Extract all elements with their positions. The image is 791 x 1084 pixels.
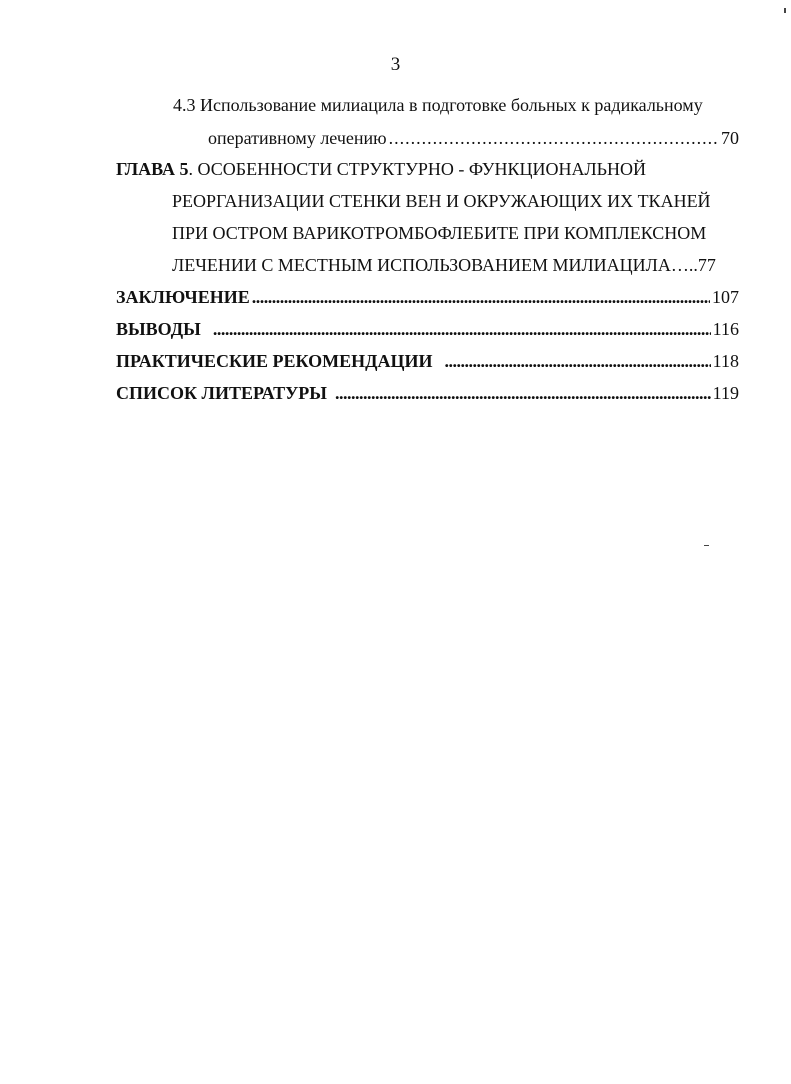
toc-section-4-3-line2-row[interactable] [208, 123, 739, 153]
toc-chapter-5-line1-rest: . ОСОБЕННОСТИ СТРУКТУРНО - ФУНКЦИОНАЛЬНОЙ [188, 159, 646, 179]
page-number: 3 [390, 54, 401, 75]
toc-chapter-5-line2: РЕОРГАНИЗАЦИИ СТЕНКИ ВЕН И ОКРУЖАЮЩИХ ИХ ТКАНЕЙ [172, 191, 711, 211]
dot-leader [445, 346, 711, 376]
toc-section-4-3-line2: оперативному лечению [208, 128, 387, 148]
toc-entry-conclusions[interactable] [116, 314, 739, 344]
scan-speck [704, 545, 709, 546]
dot-leader [335, 378, 711, 408]
toc-chapter-5-line3: ПРИ ОСТРОМ ВАРИКОТРОМБОФЛЕБИТЕ ПРИ КОМПЛЕКСНОМ [172, 223, 707, 243]
toc-entry-page: 107 [712, 287, 739, 307]
toc-chapter-5-prefix: ГЛАВА 5 [116, 159, 189, 179]
toc-entry-title: ПРАКТИЧЕСКИЕ РЕКОМЕНДАЦИИ [116, 351, 433, 371]
dot-leader [252, 282, 710, 312]
toc-entry-recommendations[interactable] [116, 346, 739, 376]
toc-entry-page: 116 [712, 319, 739, 339]
toc-entry-title: ЗАКЛЮЧЕНИЕ [116, 287, 250, 307]
toc-entry-references[interactable] [116, 378, 739, 408]
toc-section-4-3-line1: 4.3 Использование милиацила в подготовке больных к радикальному [173, 95, 703, 115]
scan-speck [784, 8, 786, 13]
toc-chapter-5-line4: ЛЕЧЕНИИ С МЕСТНЫМ ИСПОЛЬЗОВАНИЕМ МИЛИАЦИЛА…..77 [172, 255, 716, 275]
toc-chapter-5-line1[interactable] [116, 154, 646, 184]
dot-leader [213, 314, 711, 344]
toc-entry-title: СПИСОК ЛИТЕРАТУРЫ [116, 383, 327, 403]
toc-entry-conclusion[interactable] [116, 282, 739, 312]
toc-entry-page: 118 [712, 351, 739, 371]
dot-leader [389, 123, 719, 153]
toc-entry-page: 119 [712, 383, 739, 403]
toc-entry-title: ВЫВОДЫ [116, 319, 201, 339]
toc-section-4-3-page: 70 [721, 128, 739, 148]
